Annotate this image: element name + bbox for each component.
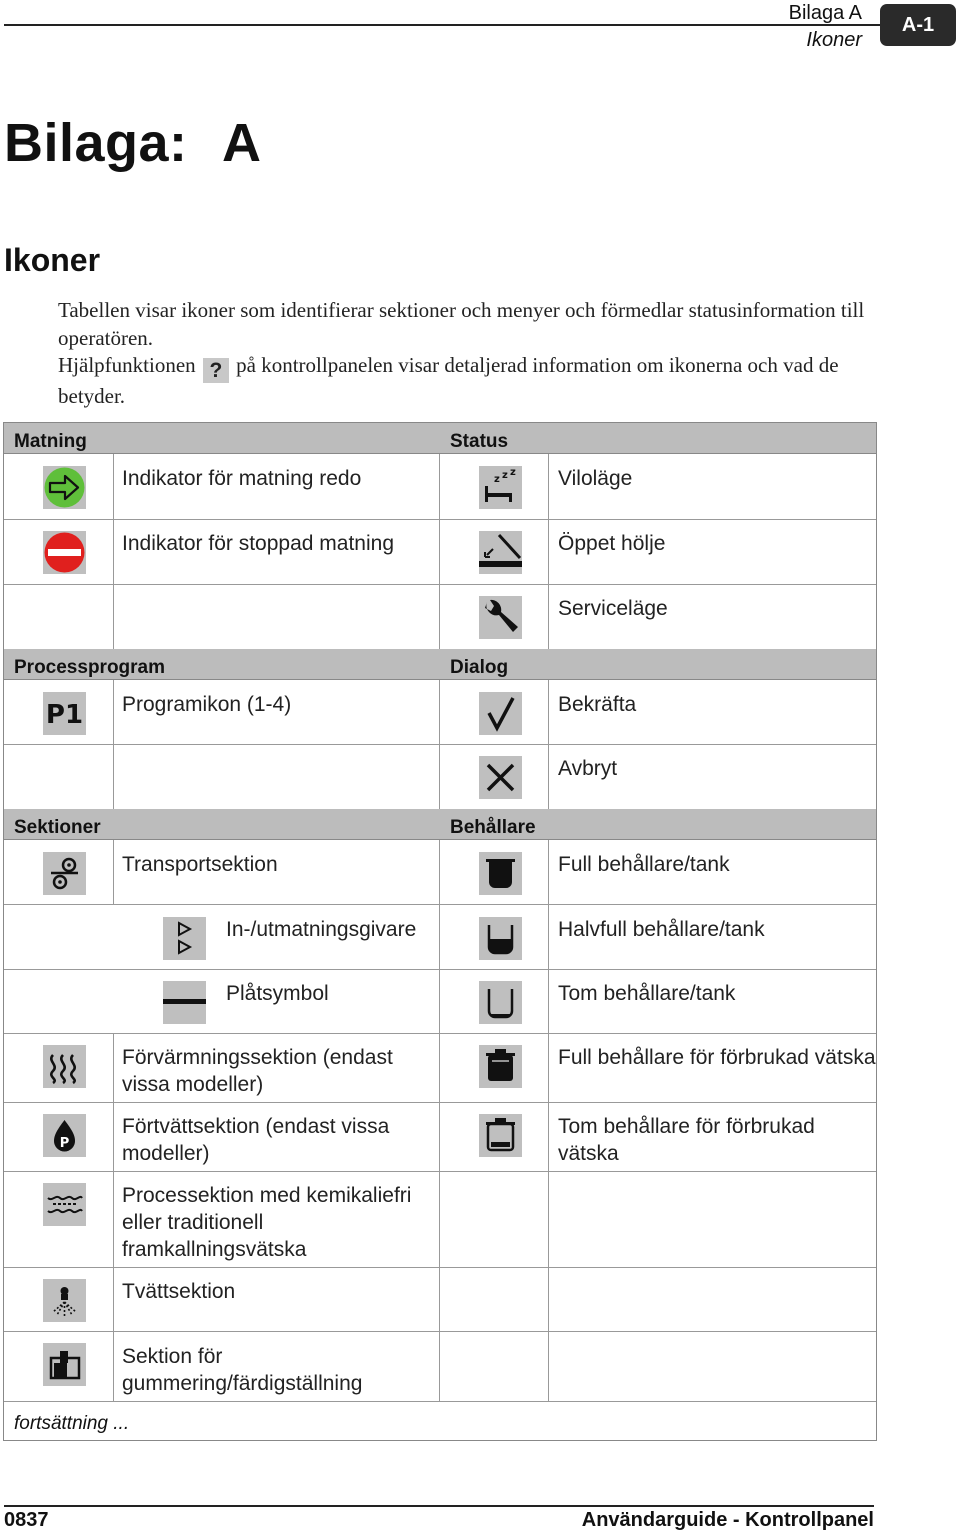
label-io-sensor: In-/utmatningsgivare [226,918,417,941]
footer-title: Användarguide - Kontrollpanel [581,1509,874,1531]
footer-page-number: 0837 [4,1509,49,1531]
label-tank-half: Halvfull behållare/tank [558,918,765,941]
grid-line [548,454,549,649]
grid-line [4,744,876,745]
chapter-letter: A [222,113,262,173]
intro-line-2 [58,352,878,411]
header-behallare: Behållare [450,817,536,838]
label-waste-empty: Tom behållare för förbrukad vätska [558,1115,815,1165]
label-gum-finish: Sektion för gummering/färdigställning [122,1345,363,1395]
grid-line [113,1033,114,1401]
grid-line [439,454,440,649]
cross-icon [479,756,522,799]
wash-icon [43,1279,86,1322]
label-open-cover: Öppet hölje [558,532,666,555]
tank-full-icon [479,852,522,895]
grid-line [4,904,876,905]
header-status: Status [450,431,509,452]
intro-line-2-end: på kontrollpanelen visar detaljerad information om ikonerna och vad de betyder. [58,353,839,408]
checkmark-icon [479,692,522,735]
header-matning: Matning [14,431,87,452]
grid-line [4,1331,876,1332]
svg-text:P: P [59,1136,70,1151]
feed-stopped-icon [43,531,86,574]
program-p1-text: P1 [45,700,84,730]
svg-text:z: z [494,474,500,485]
header-sektioner: Sektioner [14,817,101,838]
band-sektioner-behallare [4,809,876,840]
icon-table [3,422,877,1441]
preheat-icon [43,1045,86,1088]
waste-full-icon [479,1045,522,1088]
label-program: Programikon (1-4) [122,693,292,716]
wrench-icon [479,596,522,639]
label-cancel: Avbryt [558,757,618,780]
svg-text:z: z [502,470,508,481]
header-rule [4,24,880,26]
grid-line [4,584,876,585]
header-dialog: Dialog [450,657,509,678]
grid-line [4,1267,876,1268]
label-preheat: Förvärmningssektion (endast vissa modeller) [122,1046,393,1096]
open-cover-icon [479,531,522,574]
grid-line [4,1033,876,1034]
running-header-subtitle: Ikoner [806,29,862,51]
running-header-title: Bilaga A [788,2,862,24]
chapter-label: Bilaga: [4,113,188,173]
plate-symbol-icon [163,981,206,1024]
sleep-mode-icon [479,466,522,509]
grid-line [4,1102,876,1103]
label-tank-empty: Tom behållare/tank [558,982,736,1005]
page-tab: A-1 [880,4,956,46]
label-prewash: Förtvättsektion (endast vissa modeller) [122,1115,390,1165]
program-p1-icon [43,692,86,735]
label-wash: Tvättsektion [122,1280,236,1303]
feed-ready-arrow-icon [43,466,86,509]
label-confirm: Bekräfta [558,693,637,716]
tank-empty-icon [479,981,522,1024]
band-matning-status [4,423,876,454]
help-icon: ? [203,358,229,383]
grid-line [4,969,876,970]
grid-line [548,840,549,1401]
intro-paragraph [58,297,878,411]
gum-finish-icon [43,1343,86,1386]
label-plate: Plåtsymbol [226,982,329,1005]
svg-text:z: z [510,467,516,478]
waste-empty-icon [479,1114,522,1157]
chapter-title [4,112,262,174]
footer-rule [4,1505,874,1507]
section-title: Ikoner [4,242,101,278]
intro-line-1: Tabellen visar ikoner som identifierar sektioner och menyer och förmedlar statusinformation till operatören. [58,298,865,350]
grid-line [4,1171,876,1172]
label-waste-full: Full behållare för förbrukad vätska [558,1046,876,1069]
label-transport: Transportsektion [122,853,278,876]
continuation-note: fortsättning ... [14,1413,130,1434]
prewash-icon [43,1114,86,1157]
label-feed-stopped: Indikator för stoppad matning [122,532,394,555]
label-sleep-mode: Viloläge [558,467,633,490]
label-process-section: Processektion med kemikaliefri eller traditionell framkallningsvätska [122,1184,412,1261]
transport-rollers-icon [43,852,86,895]
band-process-dialog [4,649,876,680]
header-processprogram: Processprogram [14,657,166,678]
tank-half-icon [479,917,522,960]
grid-line [113,840,114,904]
label-service-mode: Serviceläge [558,597,668,620]
label-tank-full: Full behållare/tank [558,853,730,876]
grid-line [113,454,114,649]
grid-line [4,519,876,520]
label-feed-ready: Indikator för matning redo [122,467,362,490]
intro-line-2-start: Hjälpfunktionen [58,353,196,377]
process-section-icon [43,1183,86,1226]
grid-line [4,1401,876,1402]
grid-line [439,840,440,1401]
input-output-sensor-icon [163,917,206,960]
running-header [789,0,862,54]
